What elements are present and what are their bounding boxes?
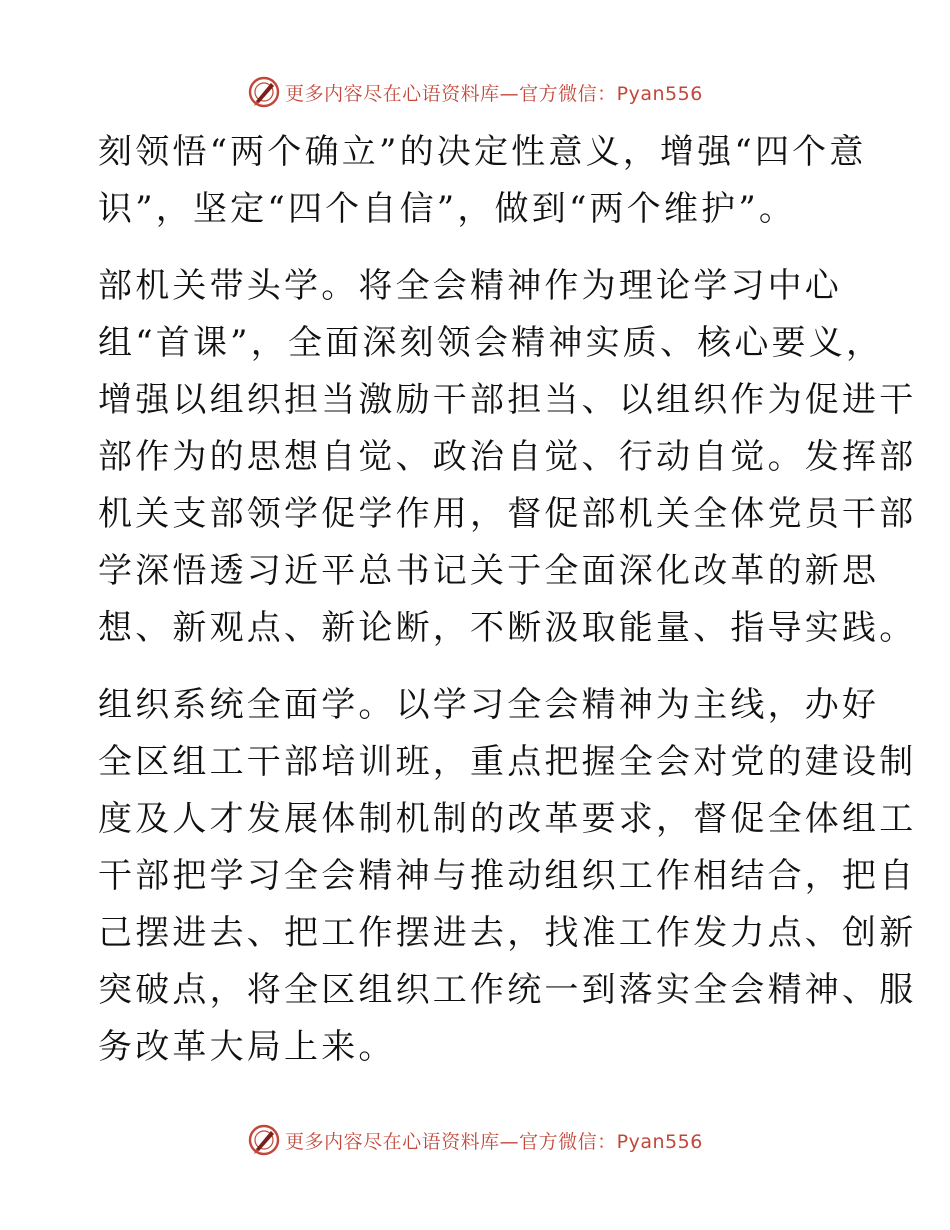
- text-line: 务改革大局上来。: [98, 1027, 396, 1067]
- text-line: 部机关带头学。将全会精神作为理论学习中心: [98, 266, 842, 306]
- text-line: 己摆进去、把工作摆进去，找准工作发力点、创新: [98, 913, 917, 953]
- text-line: 增强以组织担当激励干部担当、以组织作为促进干: [98, 380, 917, 420]
- text-line: 部作为的思想自觉、政治自觉、行动自觉。发挥部: [98, 437, 917, 477]
- text-line: 组“首课”，全面深刻领会精神实质、核心要义，: [98, 323, 884, 363]
- watermark-text: 更多内容尽在心语资料库—官方微信：Pyan556: [285, 1130, 703, 1153]
- pen-seal-icon: [247, 1123, 281, 1157]
- watermark-banner-top: [0, 72, 950, 112]
- paragraph-2: [98, 258, 917, 657]
- text-line: 度及人才发展体制机制的改革要求，督促全体组工: [98, 799, 917, 839]
- text-line: 组织系统全面学。以学习全会精神为主线，办好: [98, 685, 880, 725]
- pen-seal-icon: [247, 75, 281, 109]
- text-line: 突破点，将全区组织工作统一到落实全会精神、服: [98, 970, 917, 1010]
- text-line: 识”，坚定“四个自信”，做到“两个维护”。: [98, 189, 797, 229]
- text-line: 机关支部领学促学作用，督促部机关全体党员干部: [98, 494, 917, 534]
- paragraph-1: [98, 124, 867, 238]
- document-body: [98, 124, 917, 1076]
- watermark-banner-bottom: [0, 1120, 950, 1160]
- text-line: 刻领悟“两个确立”的决定性意义，增强“四个意: [98, 132, 867, 172]
- text-line: 学深悟透习近平总书记关于全面深化改革的新思: [98, 551, 880, 591]
- text-line: 干部把学习全会精神与推动组织工作相结合，把自: [98, 856, 917, 896]
- paragraph-3: [98, 677, 917, 1076]
- text-line: 想、新观点、新论断，不断汲取能量、指导实践。: [98, 608, 917, 648]
- text-line: 全区组工干部培训班，重点把握全会对党的建设制: [98, 742, 917, 782]
- watermark-text: 更多内容尽在心语资料库—官方微信：Pyan556: [285, 82, 703, 105]
